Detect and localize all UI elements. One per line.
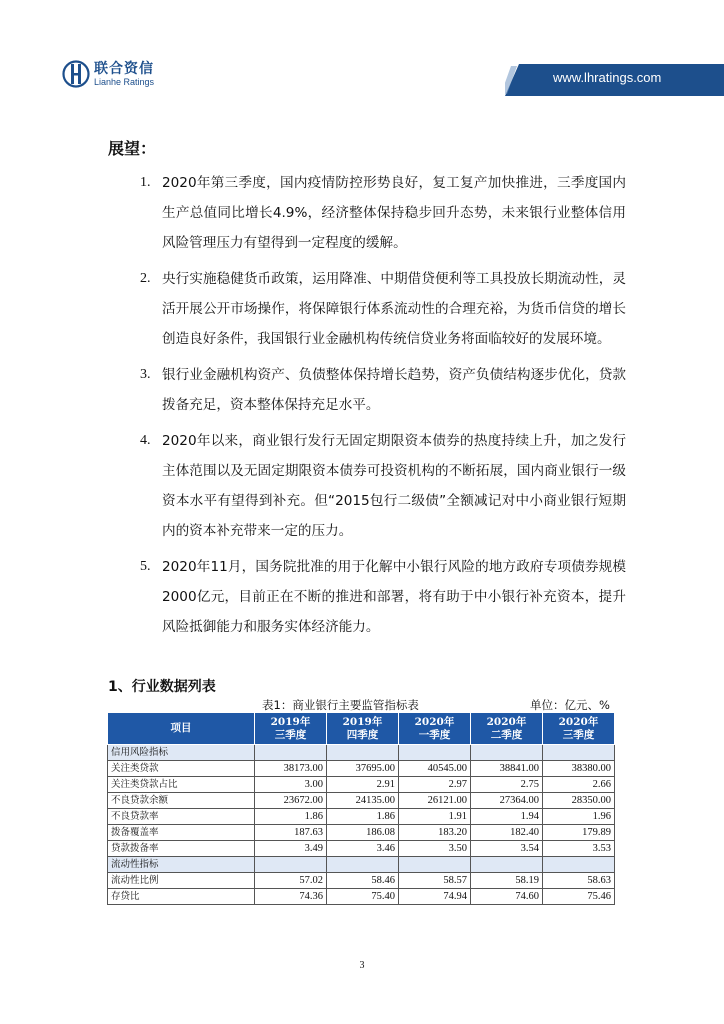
row-label: 流动性指标 <box>108 857 255 873</box>
table-cell: 58.63 <box>543 873 615 889</box>
table-cell: 75.40 <box>327 889 399 905</box>
column-header-line: 一季度 <box>418 728 451 741</box>
table-cell: 27364.00 <box>471 793 543 809</box>
column-header-period <box>543 713 615 745</box>
table-cell: 182.40 <box>471 825 543 841</box>
table-cell: 57.02 <box>255 873 327 889</box>
table-cell <box>399 857 471 873</box>
table-cell <box>399 745 471 761</box>
table-cell: 40545.00 <box>399 761 471 777</box>
outlook-item-number: 5. <box>140 559 151 574</box>
column-header-line: 2019年 <box>270 715 311 728</box>
logo-chinese-name: 联合资信 <box>94 60 154 77</box>
outlook-item-text: 2020年以来，商业银行发行无固定期限资本债券的热度持续上升，加之发行主体范围以及无固定期限资本债券可投资机构的不断拓展，国内商业银行一级资本水平有望得到补充。但“2015包行二级债”全额减记对中小商业银行短期内的资本补充带来一定的压力。 <box>162 433 626 539</box>
table-header-row <box>108 713 615 745</box>
table-row <box>108 825 615 841</box>
website-url[interactable]: www.lhratings.com <box>553 70 662 85</box>
outlook-item <box>140 264 626 354</box>
table-cell: 3.54 <box>471 841 543 857</box>
row-label: 关注类贷款占比 <box>108 777 255 793</box>
table-cell: 58.57 <box>399 873 471 889</box>
outlook-item-number: 3. <box>140 367 151 382</box>
table-cell: 24135.00 <box>327 793 399 809</box>
outlook-list <box>140 168 626 648</box>
table-cell: 1.86 <box>255 809 327 825</box>
table-row <box>108 777 615 793</box>
table-cell: 23672.00 <box>255 793 327 809</box>
outlook-item-number: 4. <box>140 433 151 448</box>
column-header-line: 2020年 <box>414 715 455 728</box>
outlook-item-text: 银行业金融机构资产、负债整体保持增长趋势，资产负债结构逐步优化，贷款拨备充足，资本整体保持充足水平。 <box>162 367 626 413</box>
column-header-line: 2020年 <box>558 715 599 728</box>
row-label: 不良贷款率 <box>108 809 255 825</box>
table-row <box>108 873 615 889</box>
table-cell: 1.91 <box>399 809 471 825</box>
table-cell: 179.89 <box>543 825 615 841</box>
table-cell: 75.46 <box>543 889 615 905</box>
table-body <box>108 745 615 905</box>
table-cell: 3.50 <box>399 841 471 857</box>
table-row <box>108 841 615 857</box>
table-cell: 3.49 <box>255 841 327 857</box>
table-cell: 186.08 <box>327 825 399 841</box>
outlook-item-number: 1. <box>140 175 151 190</box>
table-cell: 38841.00 <box>471 761 543 777</box>
table-cell: 26121.00 <box>399 793 471 809</box>
outlook-item <box>140 552 626 642</box>
column-header-line: 二季度 <box>490 728 523 741</box>
column-header-period <box>471 713 543 745</box>
row-label: 不良贷款余额 <box>108 793 255 809</box>
table-cell <box>255 745 327 761</box>
company-logo <box>62 58 154 90</box>
logo-english-name: Lianhe Ratings <box>94 76 155 87</box>
table-row <box>108 793 615 809</box>
table-cell <box>327 857 399 873</box>
row-label: 贷款拨备率 <box>108 841 255 857</box>
column-header-line: 三季度 <box>562 728 595 741</box>
column-header-period <box>255 713 327 745</box>
column-header-line: 三季度 <box>274 728 307 741</box>
outlook-item-text: 2020年第三季度，国内疫情防控形势良好，复工复产加快推进，三季度国内生产总值同比增长4.9%，经济整体保持稳步回升态势，未来银行业整体信用风险管理压力有望得到一定程度的缓解。 <box>162 175 626 251</box>
table-row <box>108 889 615 905</box>
table-cell: 187.63 <box>255 825 327 841</box>
column-header-item <box>108 713 255 745</box>
table-unit: 单位：亿元、% <box>530 698 610 712</box>
table-cell <box>543 857 615 873</box>
table-cell: 74.94 <box>399 889 471 905</box>
table-caption: 表1：商业银行主要监管指标表 <box>262 698 419 712</box>
table-row <box>108 761 615 777</box>
outlook-item-text: 2020年11月，国务院批准的用于化解中小银行风险的地方政府专项债券规模2000亿元，目前正在不断的推进和部署，将有助于中小银行补充资本，提升风险抵御能力和服务实体经济能力。 <box>162 559 626 635</box>
table-cell: 28350.00 <box>543 793 615 809</box>
table-cell: 58.46 <box>327 873 399 889</box>
column-header-line: 2020年 <box>486 715 527 728</box>
table-cell: 1.96 <box>543 809 615 825</box>
column-header-period <box>327 713 399 745</box>
table-cell: 2.97 <box>399 777 471 793</box>
outlook-item <box>140 168 626 258</box>
table-cell: 3.00 <box>255 777 327 793</box>
table-cell: 37695.00 <box>327 761 399 777</box>
table-cell: 38380.00 <box>543 761 615 777</box>
table-cell: 2.91 <box>327 777 399 793</box>
outlook-item <box>140 426 626 546</box>
category-row <box>108 745 615 761</box>
table-cell: 58.19 <box>471 873 543 889</box>
table-cell: 74.36 <box>255 889 327 905</box>
lianhe-logo-icon <box>62 58 90 90</box>
category-row <box>108 857 615 873</box>
table-cell: 74.60 <box>471 889 543 905</box>
row-label: 存贷比 <box>108 889 255 905</box>
table-cell <box>471 745 543 761</box>
outlook-item-number: 2. <box>140 271 151 286</box>
column-header-line: 四季度 <box>346 728 379 741</box>
column-header-line: 2019年 <box>342 715 383 728</box>
table-cell: 183.20 <box>399 825 471 841</box>
table-cell: 2.75 <box>471 777 543 793</box>
table-row <box>108 809 615 825</box>
row-label: 流动性比例 <box>108 873 255 889</box>
page-number: 3 <box>359 960 365 971</box>
table-cell: 1.94 <box>471 809 543 825</box>
table-cell <box>543 745 615 761</box>
table-cell: 3.46 <box>327 841 399 857</box>
regulatory-indicators-table <box>107 712 615 905</box>
table-cell <box>327 745 399 761</box>
row-label: 信用风险指标 <box>108 745 255 761</box>
table-cell: 3.53 <box>543 841 615 857</box>
column-header-period <box>399 713 471 745</box>
table-cell: 2.66 <box>543 777 615 793</box>
row-label: 拨备覆盖率 <box>108 825 255 841</box>
table-cell: 38173.00 <box>255 761 327 777</box>
industry-data-title: 1、行业数据列表 <box>108 679 216 695</box>
outlook-item-text: 央行实施稳健货币政策，运用降准、中期借贷便利等工具投放长期流动性，灵活开展公开市场操作，将保障银行体系流动性的合理充裕，为货币信贷的增长创造良好条件，我国银行业金融机构传统信贷业务将面临较好的发展环境。 <box>162 271 626 347</box>
outlook-item <box>140 360 626 420</box>
outlook-title: 展望： <box>108 139 157 158</box>
table-cell <box>471 857 543 873</box>
table-cell: 1.86 <box>327 809 399 825</box>
row-label: 关注类贷款 <box>108 761 255 777</box>
column-header-line: 项目 <box>170 722 192 734</box>
table-cell <box>255 857 327 873</box>
